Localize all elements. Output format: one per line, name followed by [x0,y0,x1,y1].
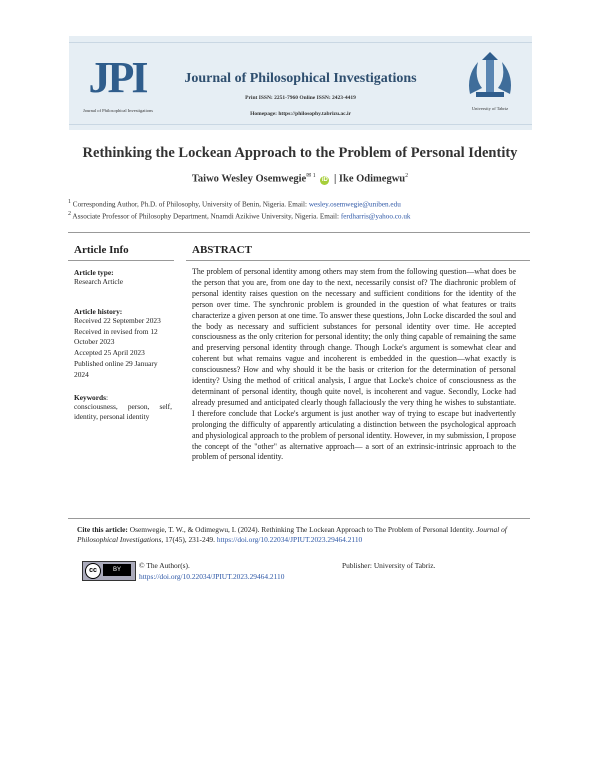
university-caption: University of Tabriz [471,106,509,111]
citation-journal: Journal of Philosophical Investigations [77,525,507,544]
affiliation-sup: 2 [68,211,71,217]
copyright-text: © The Author(s). [139,561,190,570]
affiliation-text: Corresponding Author, Ph.D. of Philosophy, University of Benin, Nigeria. Email: [72,200,309,209]
journal-title: Journal of Philosophical Investigations [184,71,417,86]
email-link[interactable]: wesley.osemwegie@uniben.edu [308,200,401,209]
homepage-line[interactable]: Homepage: https://philosophy.tabrizu.ac.ir [250,111,351,117]
by-icon: BY [103,564,131,576]
affiliation-1 [68,199,401,208]
citation-block [77,525,517,545]
divider [68,260,174,261]
keywords-label: Keywords [74,392,107,402]
cc-icon: cc [85,563,101,579]
citation-text: Osemwegie, T. W., & Odimegwu, I. (2024). Rethinking The Lockean Approach to The Problem of Personal Identity. [129,525,477,534]
divider [186,260,530,261]
keywords-colon: : [106,392,109,402]
history-item: Published online 29 January 2024 [74,358,158,379]
divider [68,518,530,519]
abstract-body: The problem of personal identity among others may stem from the following question—what does be the person that you are, from one day to the next, necessarily consist of? The diachronic problem of personal identity raises question on the necessary and sufficient conditions for the identity of the person over time. The synchronic problem is grounded in the question of what features or traits characterize a given person at one time. To answer these questions, John Locke discarded the soul and the body as necessary and sufficient substances for personal identity over time. He accepted consciousness as the only criterion for personal identity; the only thing capable of remaining the same and preserving personal identity through change. Though Locke's argument is somewhat clear and coherent but what remains vague and incoherent is embedded in the question—what exactly is consciousness? How and why should it be the basis or criterion for the determination of personal identity? Using the method of critical analysis, I argue that Locke's choice of consciousness as the determinant of personal identity, though quite novel, is incoherent and vague. Secondly, Locke had already presumed and anticipated clearly though fallaciously the very thing he wishes to substantiate. I therefore conclude that Locke's argument is just another way of trying to escape but inadvertently prolonging the difficulty of apparently articulating a distinction between the psychological approach and physiological approach to the problem of personal identity. However, in my submission, I propose the concept of the "other" as alternative approach— a sort of an extrinsic-intrinsic approach to the problem of personal identity. [192,267,516,462]
doi-link[interactable]: https://doi.org/10.22034/JPIUT.2023.29464.2110 [139,572,285,581]
email-link[interactable]: ferdharris@yahoo.co.uk [340,212,411,221]
affiliation-2 [68,211,411,220]
issn-line: Print ISSN: 2251-7960 Online ISSN: 2423-4419 [245,95,356,101]
journal-banner [69,36,532,130]
history-item: Received in revised from 12 October 2023 [74,326,158,347]
cc-by-license-icon[interactable] [82,561,136,581]
paper-title: Rethinking the Lockean Approach to the Problem of Personal Identity [82,145,518,161]
banner-stripe [69,124,532,125]
author-separator: | [331,173,339,185]
author-2-sup: 2 [405,173,409,179]
affiliation-text: Associate Professor of Philosophy Department, Nnamdi Azikiwe University, Nigeria. Email: [72,212,341,221]
orcid-icon[interactable]: iD [321,176,328,183]
affiliation-sup: 1 [68,199,71,205]
history-item: Accepted 25 April 2023 [74,348,145,358]
article-type-value: Research Article [74,277,124,286]
author-1-sup[interactable]: ✉ 1 [306,173,316,179]
university-logo [462,48,518,110]
author-line [40,172,560,185]
banner-stripe [69,42,532,43]
article-info-panel [74,268,172,423]
keywords-label-row [74,393,172,402]
publisher-text: Publisher: University of Tabriz. [342,561,436,570]
keywords-list: consciousness, person, self, identity, personal identity [74,401,172,422]
history-item: Received 22 September 2023 [74,315,161,325]
author-1[interactable]: Taiwo Wesley Osemwegie [191,173,307,185]
divider [68,232,530,233]
author-2[interactable]: Ike Odimegwu [338,173,406,185]
logo-letters: JPI [88,53,146,102]
logo-caption: Journal of Philosophical Investigations [82,108,154,113]
abstract-heading: ABSTRACT [192,244,252,256]
citation-volume: , 17(45), 231-249. [161,535,215,544]
citation-doi-link[interactable]: https://doi.org/10.22034/JPIUT.2023.29464.2110 [216,535,363,544]
history-label: Article history: [74,306,123,316]
cite-label: Cite this article: [77,525,128,534]
article-info-heading: Article Info [74,244,129,256]
article-type-label: Article type: [74,268,114,277]
university-emblem-icon [462,48,518,104]
